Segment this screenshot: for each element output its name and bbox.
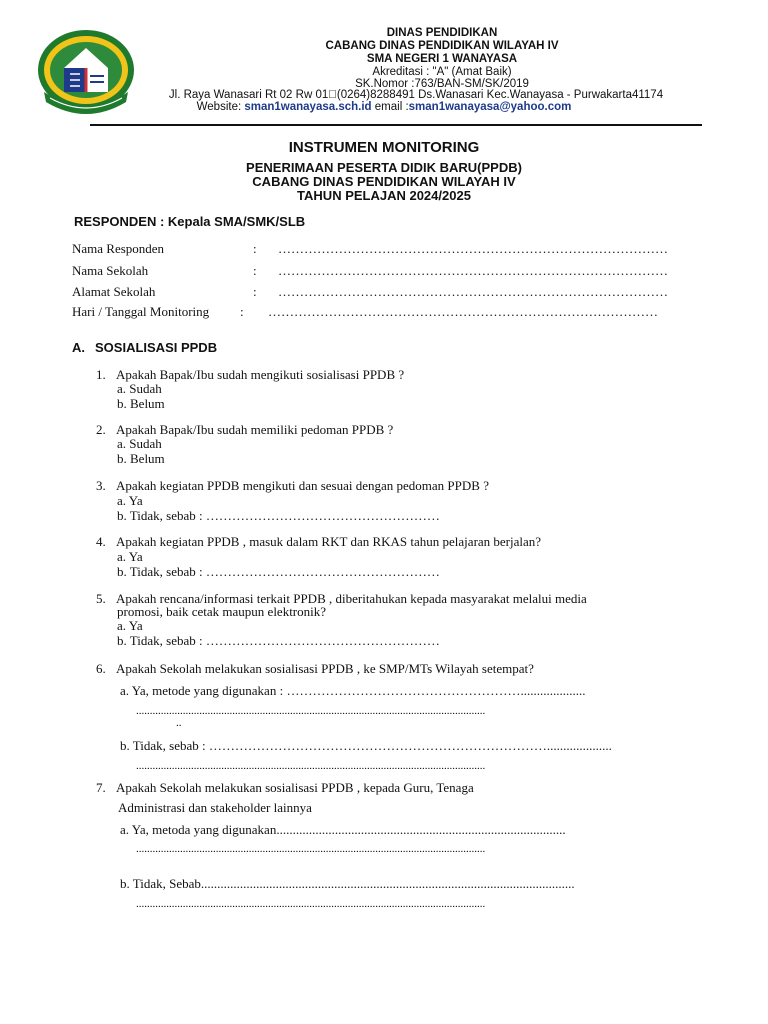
question-number: 3. (96, 478, 106, 493)
question-6-text: Apakah Sekolah melakukan sosialisasi PPDB , ke SMP/MTs Wilayah setempat? (116, 661, 534, 676)
field-colon: : (253, 241, 257, 256)
option-a[interactable]: a. Ya (117, 618, 143, 633)
question-1-text: Apakah Bapak/Ibu sudah mengikuti sosialisasi PPDB ? (116, 367, 405, 382)
email-label: email : (374, 101, 409, 113)
option-a[interactable]: a. Ya, metode yang digunakan : ……………………………………………….................... (120, 683, 586, 698)
section-title: SOSIALISASI PPDB (95, 340, 218, 355)
respondent-heading: RESPONDEN : Kepala SMA/SMK/SLB (74, 214, 306, 229)
option-a[interactable]: a. Sudah (117, 436, 162, 451)
option-b[interactable]: b. Tidak, sebab : ……………………………………………… (117, 633, 440, 648)
option-b[interactable]: b. Tidak, sebab : ……………………………………………… (117, 508, 440, 523)
document-subtitle-3: TAHUN PELAJAN 2024/2025 (297, 188, 471, 203)
header-accreditation: Akreditasi : "A" (Amat Baik) (372, 66, 512, 78)
question-3-text: Apakah kegiatan PPDB mengikuti dan sesuai dengan pedoman PPDB ? (116, 478, 489, 493)
field-label-hari-tanggal: Hari / Tanggal Monitoring (72, 304, 210, 319)
answer-line[interactable]: ............................................................................................................................... (136, 760, 486, 772)
field-input-nama-responden[interactable]: ……………………………………………………………………………… (278, 241, 668, 256)
option-b[interactable]: b. Tidak, Sebab................................................................................................................... (120, 876, 575, 891)
field-label-nama-sekolah: Nama Sekolah (72, 263, 149, 278)
field-colon: : (240, 304, 244, 319)
option-a[interactable]: a. Ya (117, 549, 143, 564)
header-agency: DINAS PENDIDIKAN (386, 27, 498, 39)
option-a[interactable]: a. Sudah (117, 381, 162, 396)
field-input-hari-tanggal[interactable]: ……………………………………………………………………………… (268, 304, 658, 319)
header-branch: CABANG DINAS PENDIDIKAN WILAYAH IV (325, 40, 559, 52)
website-link[interactable]: sman1wanayasa.sch.id (244, 101, 372, 113)
answer-line[interactable]: ............................................................................................................................... (136, 898, 486, 910)
field-input-alamat-sekolah[interactable]: ……………………………………………………………………………… (278, 284, 668, 299)
field-label-alamat-sekolah: Alamat Sekolah (72, 284, 156, 299)
option-b[interactable]: b. Belum (117, 451, 165, 466)
question-number: 7. (96, 780, 106, 795)
option-a[interactable]: a. Ya, metoda yang digunakan......................................................................................... (120, 822, 566, 837)
question-7-text: Apakah Sekolah melakukan sosialisasi PPDB , kepada Guru, Tenaga (116, 780, 474, 795)
option-b[interactable]: b. Belum (117, 396, 165, 411)
option-b[interactable]: b. Tidak, sebab : ……………………………………………… (117, 564, 440, 579)
field-label-nama-responden: Nama Responden (72, 241, 165, 256)
question-number: 2. (96, 422, 106, 437)
document-title: INSTRUMEN MONITORING (288, 139, 480, 156)
header-school-name: SMA NEGERI 1 WANAYASA (366, 53, 518, 65)
question-4-text: Apakah kegiatan PPDB , masuk dalam RKT dan RKAS tahun pelajaran berjalan? (116, 534, 542, 549)
question-2-text: Apakah Bapak/Ibu sudah memiliki pedoman PPDB ? (116, 422, 394, 437)
field-colon: : (253, 263, 257, 278)
question-7-text-cont: Administrasi dan stakeholder lainnya (118, 800, 312, 815)
answer-line[interactable]: ............................................................................................................................... (136, 705, 486, 717)
question-number: 1. (96, 367, 106, 382)
field-colon: : (253, 284, 257, 299)
answer-line[interactable]: ............................................................................................................................... (136, 843, 486, 855)
field-input-nama-sekolah[interactable]: ……………………………………………………………………………… (278, 263, 668, 278)
question-number: 6. (96, 661, 106, 676)
email-link[interactable]: sman1wanayasa@yahoo.com (408, 101, 572, 113)
option-a[interactable]: a. Ya (117, 493, 143, 508)
header-address: Jl. Raya Wanasari Rt 02 Rw 01 (0264)8288491 Ds.Wanasari Kec.Wanayasa - Purwakarta41174 (168, 89, 664, 101)
question-number: 5. (96, 591, 106, 606)
header-divider (90, 124, 702, 126)
website-label: Website: (196, 101, 242, 113)
option-b[interactable]: b. Tidak, sebab : …………………………………………………………………….................... (120, 738, 612, 753)
section-letter: A. (72, 340, 85, 355)
answer-line: .. (176, 717, 182, 729)
header-contact (0, 101, 768, 113)
question-5-text-cont: promosi, baik cetak maupun elektronik? (117, 604, 327, 619)
header-sk-number: SK.Nomor :763/BAN-SM/SK/2019 (355, 78, 529, 90)
question-number: 4. (96, 534, 106, 549)
document-subtitle-1: PENERIMAAN PESERTA DIDIK BARU(PPDB) (246, 160, 522, 175)
document-subtitle-2: CABANG DINAS PENDIDIKAN WILAYAH IV (252, 174, 516, 189)
question-5-text: Apakah rencana/informasi terkait PPDB , diberitahukan kepada masyarakat melalui media (116, 591, 587, 606)
